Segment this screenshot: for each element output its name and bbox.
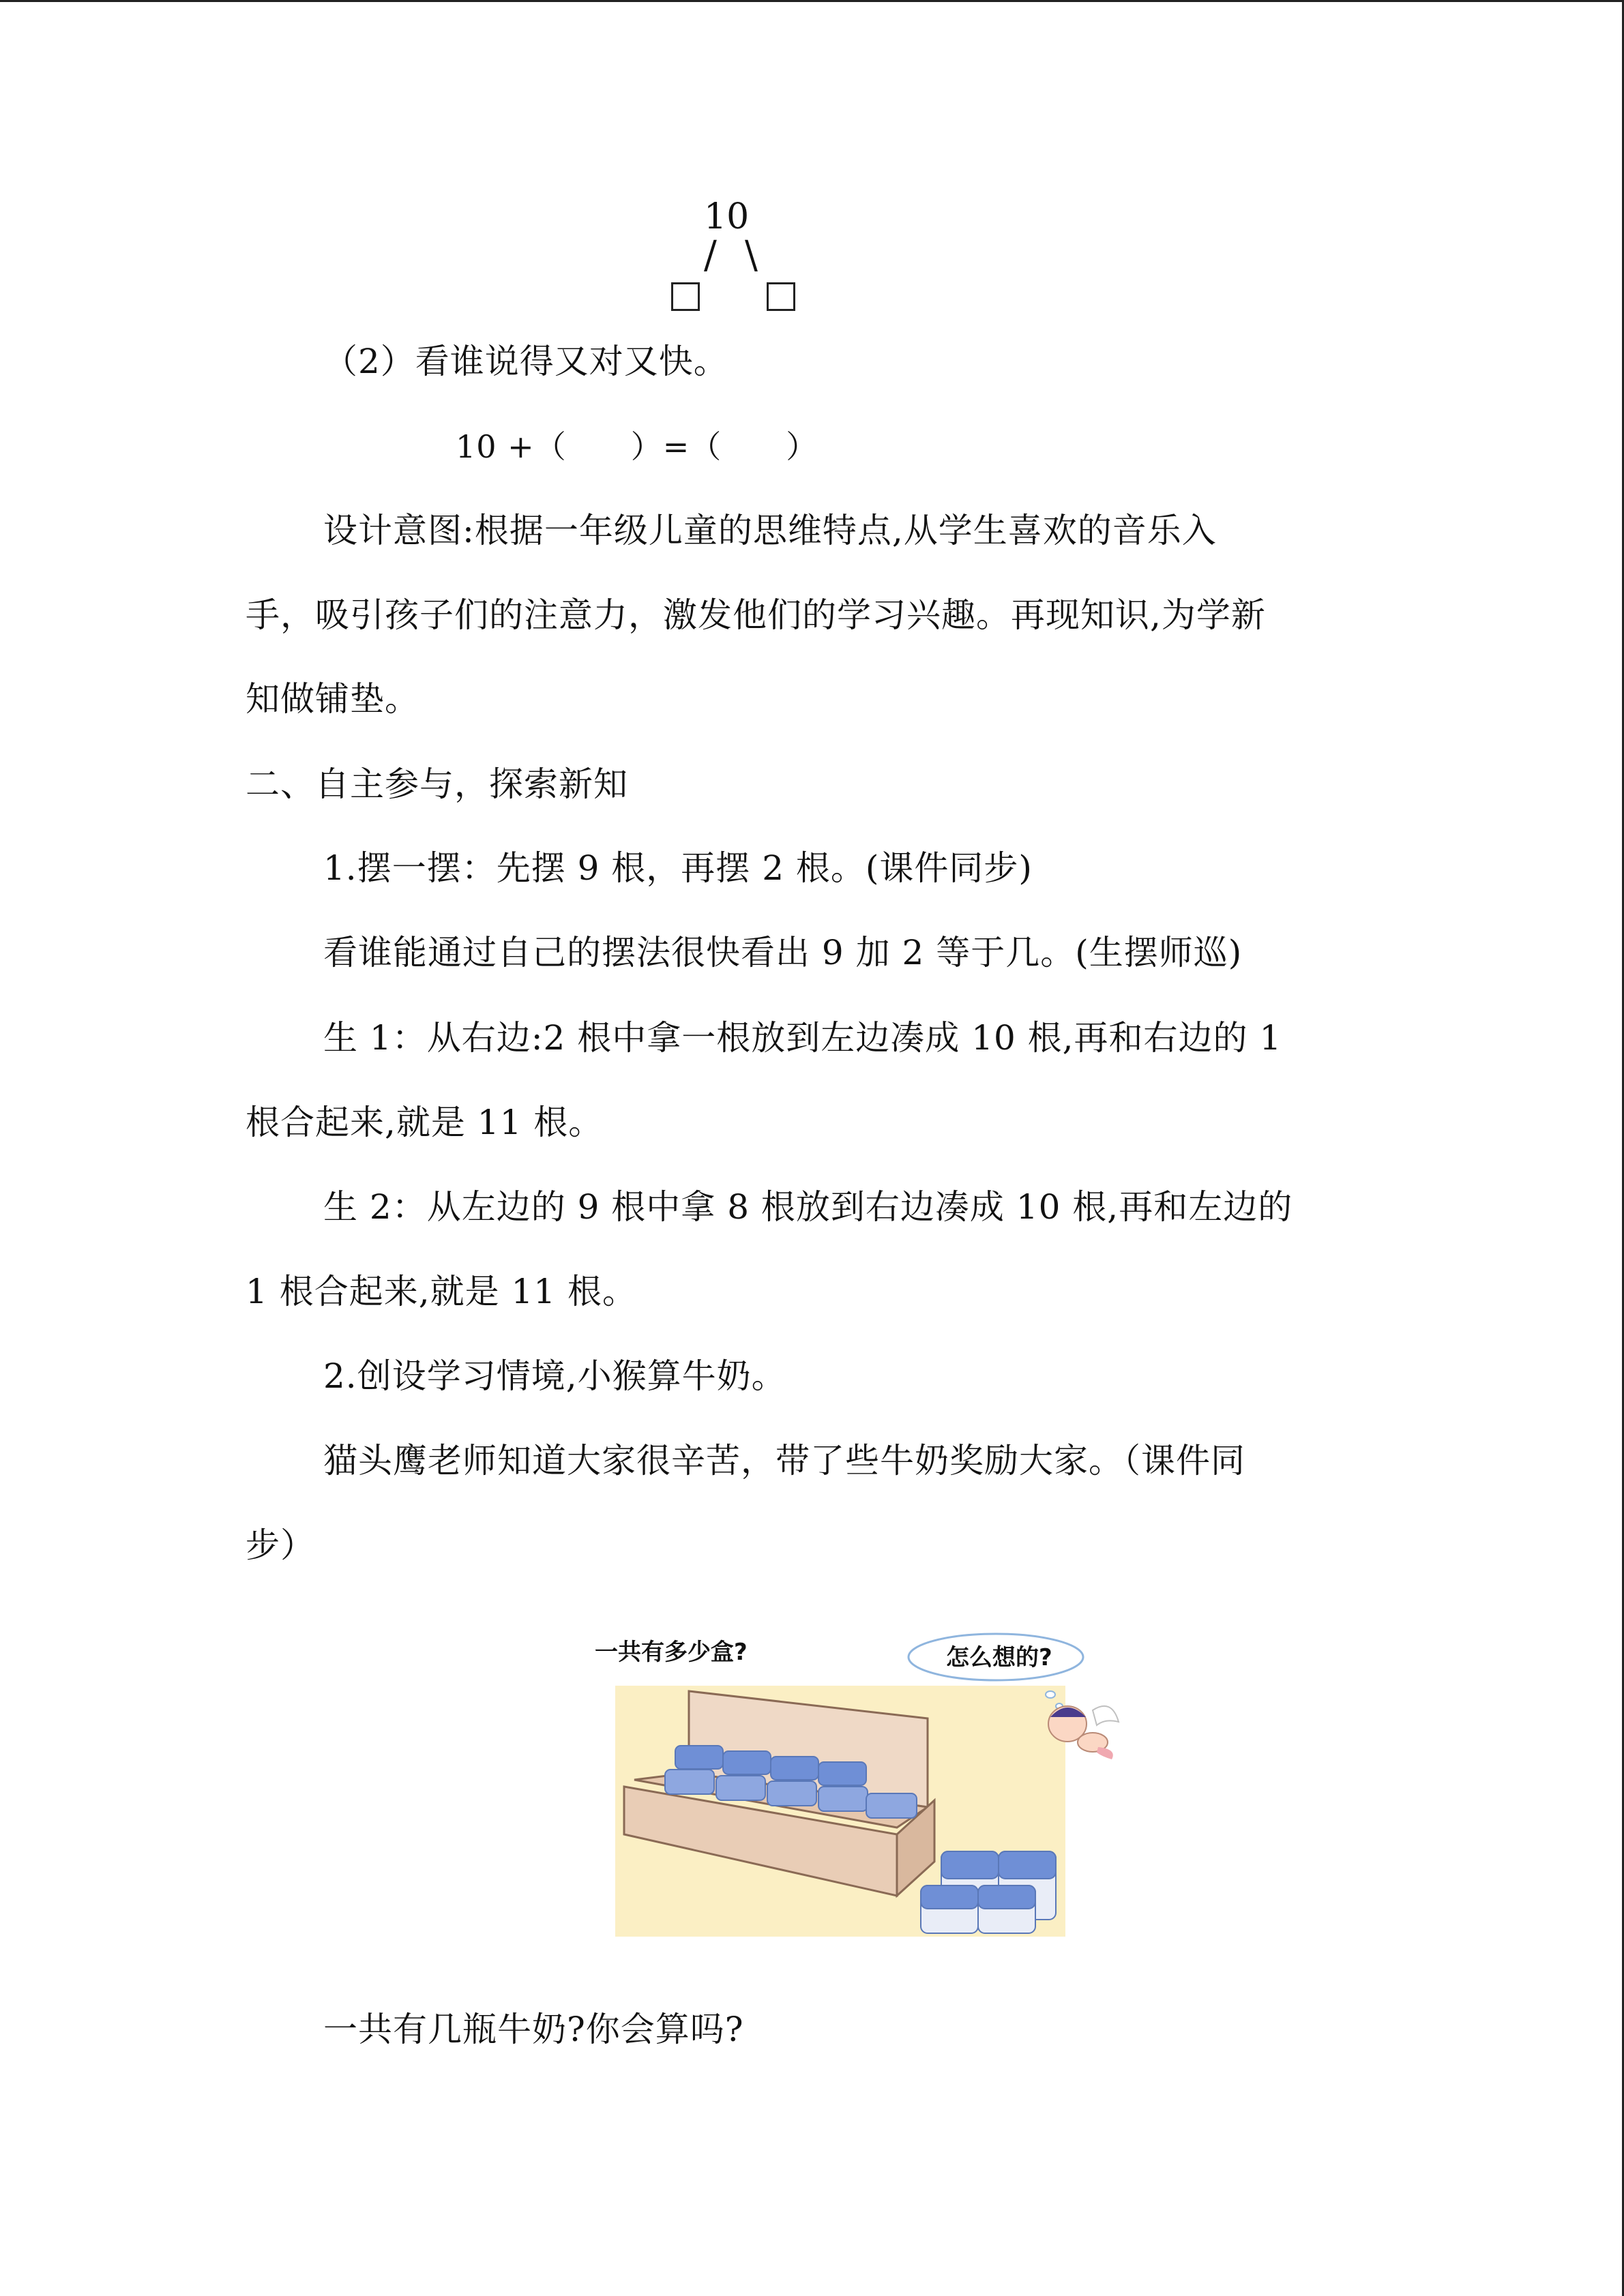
student-2-line-1: 生 2：从左边的 9 根中拿 8 根放到右边凑成 10 根,再和左边的 (323, 1187, 1293, 1227)
thought-bubble-text: 怎么想的? (946, 1644, 1052, 1671)
question-2: （2）看谁说得又对又快。 (323, 342, 728, 381)
milk-cups-outside (921, 1851, 1056, 1933)
tree-right-blank-box (767, 282, 795, 311)
illustration-title: 一共有多少盒? (595, 1639, 748, 1666)
design-intent-line-3: 知做铺垫。 (246, 679, 419, 719)
equation-blank: 10 +（ ）=（ ） (456, 428, 818, 465)
final-question: 一共有几瓶牛奶?你会算吗? (323, 2010, 744, 2049)
tree-left-branch: / (704, 233, 717, 278)
tree-left-blank-box (671, 282, 700, 311)
owl-teacher-line-1: 猫头鹰老师知道大家很辛苦，带了些牛奶奖励大家。（课件同 (323, 1441, 1245, 1480)
section-heading-2: 二、自主参与，探索新知 (246, 764, 628, 804)
student-1-line-1: 生 1：从右边:2 根中拿一根放到左边凑成 10 根,再和右边的 1 (323, 1018, 1282, 1058)
student-1-line-2: 根合起来,就是 11 根。 (246, 1103, 604, 1142)
tree-right-branch: \ (745, 233, 758, 278)
step-2: 2.创设学习情境,小猴算牛奶。 (323, 1356, 786, 1396)
design-intent-line-2: 手，吸引孩子们的注意力，激发他们的学习兴趣。再现知识,为学新 (246, 595, 1266, 635)
owl-teacher-line-2: 步） (246, 1525, 315, 1565)
step-1: 1.摆一摆：先摆 9 根，再摆 2 根。(课件同步) (323, 848, 1033, 888)
milk-box-illustration (587, 1630, 1132, 1943)
design-intent-line-1: 设计意图:根据一年级儿童的思维特点,从学生喜欢的音乐入 (323, 511, 1217, 550)
tree-top-number: 10 (704, 196, 750, 237)
page-top-border (0, 0, 1624, 2)
step-1-prompt: 看谁能通过自己的摆法很快看出 9 加 2 等于几。(生摆师巡) (323, 933, 1243, 972)
student-2-line-2: 1 根合起来,就是 11 根。 (246, 1272, 638, 1311)
